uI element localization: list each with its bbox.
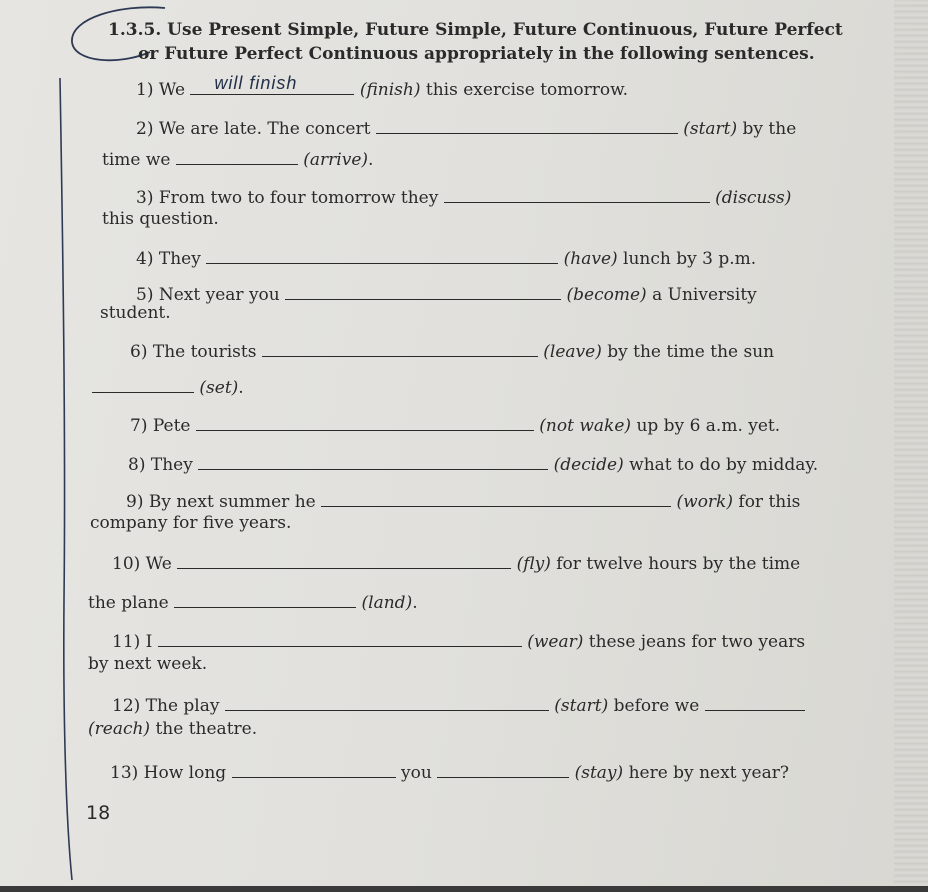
exercise-number: 1.3.5.: [108, 20, 162, 40]
sentence-1: 1) We will finish (finish) this exercise tomorrow.: [136, 73, 629, 100]
exercise-title-line1: Use Present Simple, Future Simple, Future Continuous, Future Perfect: [167, 20, 843, 40]
answer-blank-7[interactable]: [196, 412, 534, 431]
page-bottom-shadow: [0, 886, 928, 892]
sentence-3: 3) From two to four tomorrow they (discuss): [136, 184, 791, 209]
answer-blank-6[interactable]: [262, 338, 538, 357]
sentence-11: 11) I (wear) these jeans for two years: [112, 628, 805, 653]
sentence-10-cont: the plane (land).: [88, 589, 418, 614]
answer-blank-10[interactable]: [177, 550, 511, 569]
answer-blank-2b[interactable]: [176, 146, 298, 165]
exercise-title: [108, 18, 843, 66]
sentence-9-cont: company for five years.: [90, 513, 292, 533]
answer-blank-9[interactable]: [321, 488, 671, 507]
sentence-9: 9) By next summer he (work) for this: [126, 488, 800, 513]
sentence-5: 5) Next year you (become) a University: [136, 281, 757, 306]
sentence-4: 4) They (have) lunch by 3 p.m.: [136, 245, 756, 270]
handwritten-answer-1: will finish: [214, 73, 298, 93]
answer-blank-2[interactable]: [376, 115, 678, 134]
sentence-12-cont: (reach) the theatre.: [88, 719, 258, 739]
sentence-13: 13) How long you (stay) here by next year?: [110, 759, 789, 784]
answer-blank-4[interactable]: [206, 245, 558, 264]
sentence-2: 2) We are late. The concert (start) by the: [136, 115, 796, 140]
sentence-2-cont: time we (arrive).: [102, 146, 373, 171]
sentence-6: 6) The tourists (leave) by the time the sun: [130, 338, 774, 363]
answer-blank-8[interactable]: [198, 451, 548, 470]
sentence-6-cont: (set).: [92, 374, 244, 399]
answer-blank-3[interactable]: [444, 184, 710, 203]
exercise-title-line2: or Future Perfect Continuous appropriately in the following sentences.: [138, 44, 815, 64]
answer-blank-12[interactable]: [225, 692, 549, 711]
answer-blank-1[interactable]: [190, 73, 354, 95]
answer-blank-5[interactable]: [285, 281, 561, 300]
answer-blank-12b[interactable]: [705, 692, 805, 711]
sentence-11-cont: by next week.: [88, 654, 208, 674]
sentence-10: 10) We (fly) for twelve hours by the time: [112, 550, 800, 575]
answer-blank-13[interactable]: [232, 759, 396, 778]
sentence-8: 8) They (decide) what to do by midday.: [128, 451, 818, 476]
answer-blank-10b[interactable]: [174, 589, 356, 608]
sentence-7: 7) Pete (not wake) up by 6 a.m. yet.: [130, 412, 780, 437]
answer-blank-13b[interactable]: [437, 759, 569, 778]
answer-blank-6b[interactable]: [92, 374, 194, 393]
sentence-12: 12) The play (start) before we: [112, 692, 805, 717]
page-number: 18: [86, 802, 111, 824]
sentence-3-cont: this question.: [102, 209, 219, 229]
sentence-5-cont: student.: [100, 303, 171, 323]
answer-blank-11[interactable]: [158, 628, 522, 647]
